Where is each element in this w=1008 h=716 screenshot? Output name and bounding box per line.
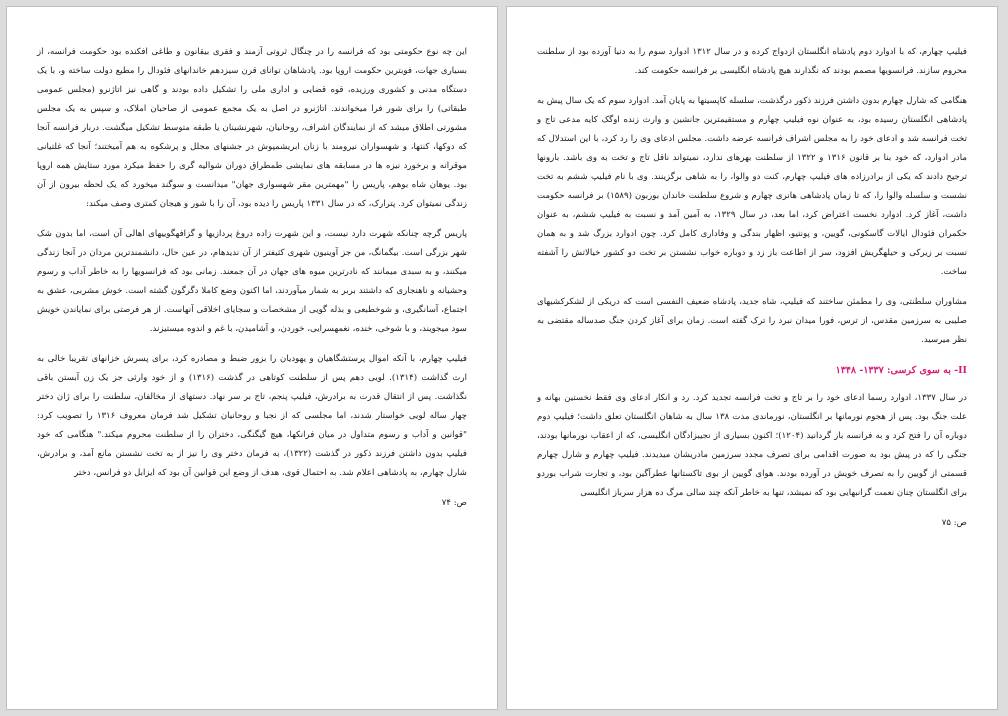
right-paragraph-2: هنگامی که شارل چهارم بدون داشتن فرزند ذکور درگذشت، سلسله کاپسینها به پایان آمد. ادوارد سوم که یک سال پیش به پادشاهی انگلستان رسیده بود، به عنوان نوه فیلیپ چهارم و مستقیمترین جانشین و وارث زنده اوگک کایه مدعی تاج و تخت فرانسه شد و ادعای خود را به مجلس اشراف فرانسه عرضه داشت. مجلس ادعای وی را رد کرد، با این استدلال که مادر ادوارد، که خود بنا بر قانون ١٣١۶ و ١٣٢٢ از سلطنت بهرهای ندارد، نمیتواند ناقل تاج و تخت به وی باشد. بارونها ترجیح دادند که یکی از برادرزاده های فیلیپ چهارم، کنت دو والوا، را به شاهی برگزینند. وی با نام فیلیپ ششم به تخت نشست و سلسله والوا را، که تا زمان پادشاهی هانری چهارم و شروع سلطنت خاندان بوربون (١۵٨٩) بر فرانسه حکومت داشت، آغاز کرد. ادوارد نخست اعتراض کرد، اما بعد، در سال ١٣٢٩، به آمین آمد و نسبت به فیلیپ ششم، به عنوان حکمران فئودال ایالات گاسکونی، گویین، و پونتیو، اظهار بندگی و وفاداری کامل کرد. چون ادوارد بزرگ شد و به همان نسبت بر زیرکی و حیلهگریش افزود، سر از اطاعت باز زد و دوباره خواب نشستن بر تخت دو کشور خیالاتش را آشفته ساخت. (537, 96, 967, 277)
section-heading: II- به سوی کرسی: ١٣٣٧- ١٣۴٨ (835, 365, 967, 376)
right-paragraph-3: مشاوران سلطنتی، وی را مطمئن ساختند که فیلیپ، شاه جدید، پادشاه ضعیف النفسی است که دریکی از لشکرکشیهای صلیبی به سرزمین مقدس، از ترس، فورا میدان نبرد را ترک گفته است. زمان برای آغاز کردن جنگ صدساله مقتضی به نظر میرسید. (537, 297, 967, 345)
left-page-number: ص: ٧۴ (441, 498, 467, 508)
right-page-number: ص: ٧۵ (941, 518, 967, 528)
right-page (506, 6, 998, 710)
left-page (6, 6, 498, 710)
left-paragraph-2: پاریس گرچه چنانکه شهرت دارد نیست، و این شهرت زاده دروغ پردازیها و گزافهگوییهای اهالی آن است، اما بدون شک شهر بزرگی است. بیگمانگ، من جز آوینیون شهری کثیفتر از آن ندیدهام، در عین حال، دانشمندترین مردان در آنجا زندگی میکنند، و به سبدی میمانند که نادرترین میوه های جهان در آن جمعند. زمانی بود که فرانسویها را به خاطر آداب و رسوم وحشیانه و ناهنجاری که داشتند بربر به شمار میآوردند، اما اکنون وضع کاملا دگرگون گشته است. خوش مشربی، عشق به اجتماع، آسانگیری، و شوخطبعی و بذله گویی از مشخصات و سجایای اخلاقی آنهاست. از هر فرصتی برای نمایاندن خویش سود میجویند، و با شوخی، خنده، نغمهسرایی، خوردن، و آشامیدن، با غم و اندوه میستیزند. (37, 229, 467, 334)
right-page-content (537, 43, 967, 533)
right-paragraph-1: فیلیپ چهارم، که با ادوارد دوم پادشاه انگلستان ازدواج کرده و در سال ١٣١٢ ادوارد سوم را به دنیا آورده بود از سلطنت محروم سازند. فرانسویها مصمم بودند که نگذارند هیچ پادشاه انگلیسی بر فرانسه حکومت کند. (537, 47, 967, 76)
left-paragraph-3: فیلیپ چهارم، با آنکه اموال پرستشگاهیان و یهودیان را بزور ضبط و مصادره کرد، برای پسرش خزانهای تقریبا خالی به ارث گذاشت (١٣١۴). لویی دهم پس از سلطنت کوتاهی در گذشت (١٣١۶) و از خود وارثی جز یک زن آبستن باقی نگذاشت. پس از انتقال قدرت به برادرش، فیلیپ پنجم، تاج بر سر نهاد. دستهای از مخالفان، سلطنت را برای ژان دختر چهار ساله لویی خواستار شدند، اما مجلسی که از نجبا و روحانیان تشکیل شد فرمان معروف ١٣١۶ را تصویب کرد: "قوانین و آداب و رسوم متداول در میان فرانکها، هیچ گیگنگی، دختران را از سلطنت محروم میکند." هنگامی که خود فیلیپ بدون داشتن فرزند ذکور در گذشت (١٣٢٢)، به فرمان دختر وی را نیز از به تخت نشستن مانع آمد، و برادرش، شارل چهارم، به پادشاهی اعلام شد. به احتمال قوی، هدف از وضع این قوانین آن بود که ایزابل دو فرانس، دختر (37, 354, 467, 478)
right-paragraph-4: در سال ١٣٣٧، ادوارد رسما ادعای خود را بر تاج و تخت فرانسه تجدید کرد. رد و انکار ادعای وی فقط نخستین بهانه و علت جنگ بود. پس از هجوم نورمانها بر انگلستان، نورماندی مدت ١٣٨ سال به شاهان انگلستان تعلق داشت؛ فیلیپ دوم دوباره آن را فتح کرد و به فرانسه باز گردانید (١٢٠۴)؛ اکنون بسیاری از نجیبزادگان انگلیسی، که از اعقاب نورمانها بودند، جنگی را که در پیش بود به صورت اقدامی برای تصرف مجدد سرزمین مادریشان میدیدند. فیلیپ چهارم و شارل چهارم قسمتی از گویین را به تصرف خویش در آورده بودند. هوای گویین از بوی تاکستانها عطرآگین بود، و تجارت شراب بوردو برای انگلستان چنان نعمت گرانبهایی بود که نمیشد، تنها به خاطر آنکه چند سالی مرگ ده هزار سرباز انگلیسی (537, 393, 967, 498)
left-page-content (37, 43, 467, 513)
left-paragraph-1: این چه نوع حکومتی بود که فرانسه را در چنگال ثروتی آزمند و فقری بیقانون و طاغی افکنده بود حکومت فرانسه، از بسیاری جهات، فوبترین حکومت اروپا بود. پادشاهان توانای قرن سیزدهم خاندانهای فئودال را مطیع دولت ساخته و، با یک دستگاه مدنی و کشوری ورزیده، قوه قضایی و اداری ملی را تشکیل داده بودند و گاهی نیز اتاژنرو (مجلس عمومی طبقاتی) را برای شور فرا میخواندند. اتاژنرو در اصل به یک مجمع عمومی از صاحبان املاک، و سپس به یک مجلس مشورتی اطلاق میشد که از نمایندگان اشراف، روحانیان، شهرنشینان یا طبقه متوسط تشکیل میگشت. دربار فرانسه آنجا که دوکها، کنتها، و شهسواران نیرومند با زنان ابریشمپوش در جشنهای مجلل و پرشکوه به هم آمیختند؛ آنجا که غلتیانی موقرانه و برخورد نیزه ها در مسابقه های نمایشی طمطراق دوران شوالیه گری را حفظ میکرد مورد ستایش همه اروپا بود. یوهان شاه بوهم، پاریس را "مهمترین مقر شهسواری جهان" میدانست و سوگند میخورد که یک لحظه بیرون از آن زندگی نمیتوان کرد. پترارک، که در سال ١٣٣١ پاریس را دیده بود، آن را با شور و هیجان کمتری وصف میکند: (37, 47, 467, 209)
